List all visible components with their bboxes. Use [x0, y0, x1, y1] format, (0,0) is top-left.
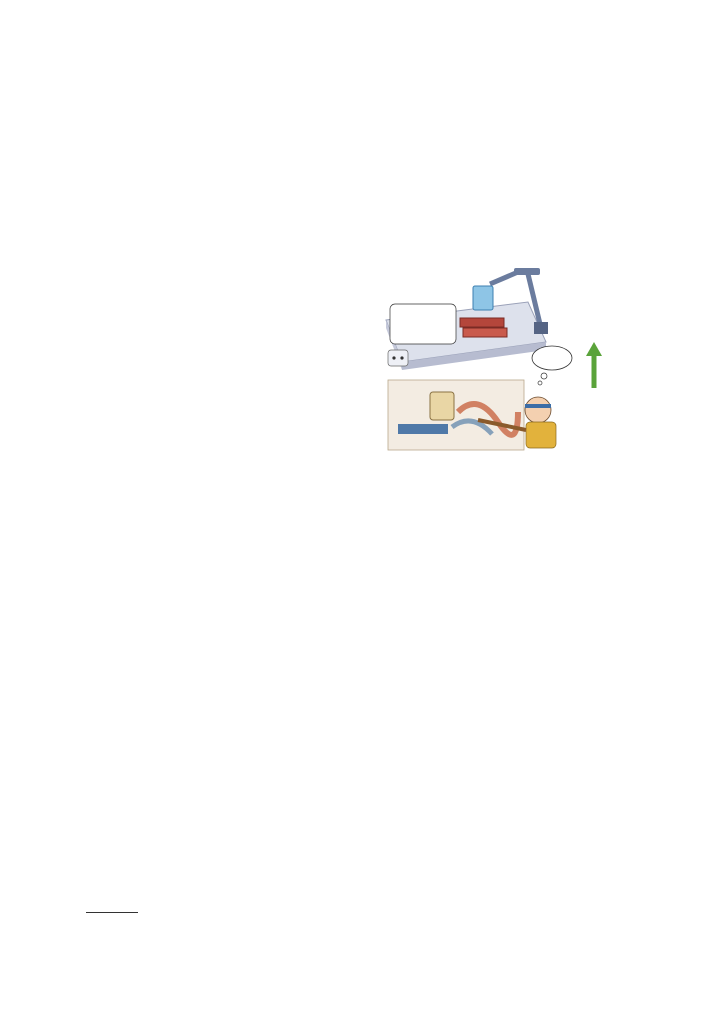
books-scene-icon	[398, 424, 448, 434]
decompose-menu	[390, 304, 456, 344]
water-cup-icon	[473, 286, 493, 310]
thought-bubble	[532, 346, 572, 370]
footnote-rule	[86, 912, 138, 913]
books-icon	[460, 318, 504, 327]
cup-icon	[430, 392, 454, 420]
vla-editor-icon	[388, 350, 408, 366]
painter-icon	[525, 397, 551, 423]
figure-1-illustration	[368, 262, 636, 452]
pixel-redrawing-scene	[388, 380, 524, 450]
paradigm-arrow	[586, 342, 602, 388]
